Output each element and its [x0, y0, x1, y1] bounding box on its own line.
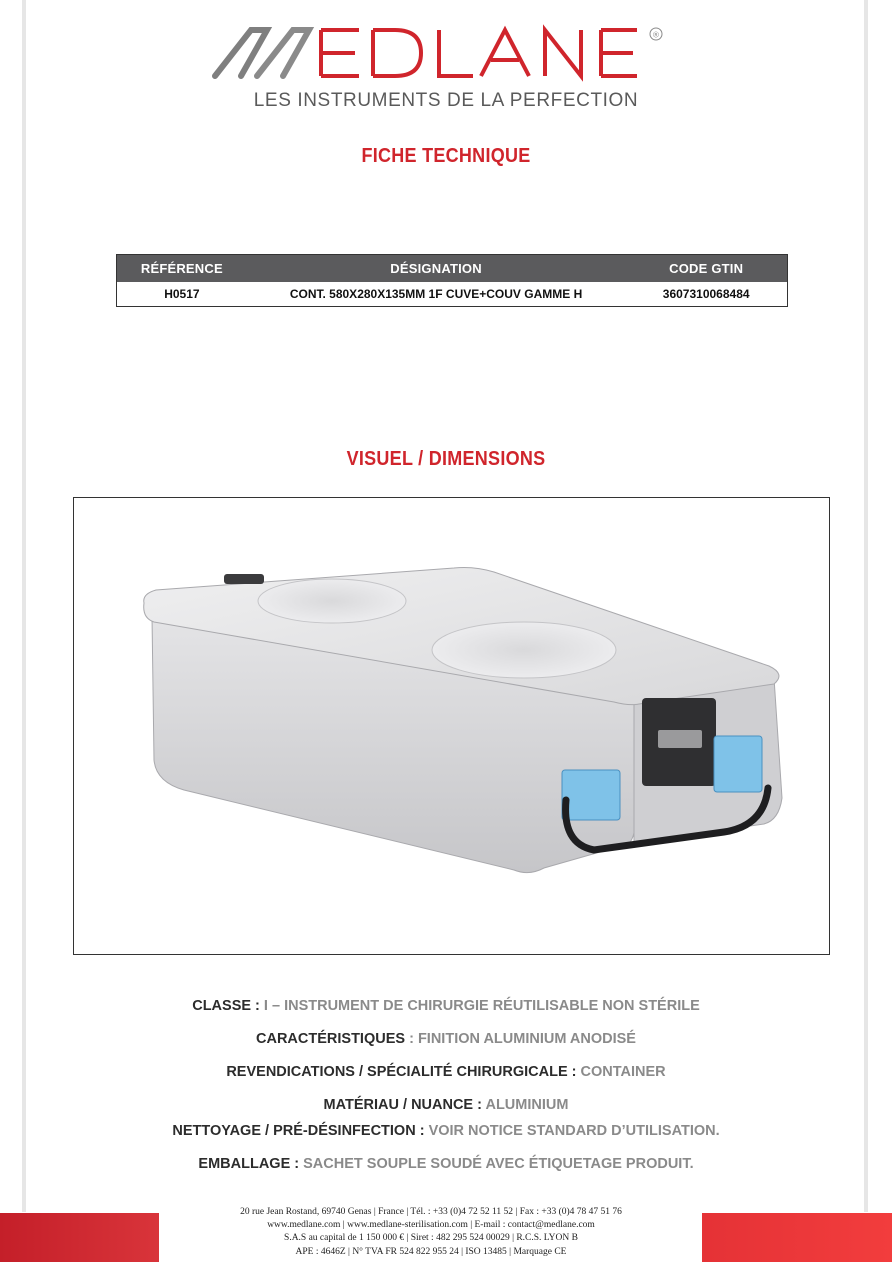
product-reference-table [116, 254, 788, 307]
spec-label: REVENDICATIONS / SPÉCIALITÉ CHIRURGICALE : [226, 1064, 581, 1080]
spec-revendications [0, 1064, 892, 1080]
spec-emballage [0, 1156, 892, 1172]
spec-value: VOIR NOTICE STANDARD D’UTILISATION. [428, 1123, 720, 1139]
header-reference: RÉFÉRENCE [117, 255, 247, 283]
table-header-row [117, 255, 788, 283]
medlane-logo-mark [211, 20, 681, 84]
spec-value: I – INSTRUMENT DE CHIRURGIE RÉUTILISABLE NON STÉRILE [263, 998, 700, 1014]
footer-certifications: APE : 4646Z | N° TVA FR 524 822 955 24 | ISO 13485 | Marquage CE [295, 1246, 567, 1257]
spec-materiau [0, 1097, 892, 1113]
spec-label: MATÉRIAU / NUANCE : [323, 1097, 486, 1113]
table-row [117, 282, 788, 307]
brand-tagline: LES INSTRUMENTS DE LA PERFECTION [253, 90, 639, 111]
cell-reference: H0517 [164, 287, 200, 301]
spec-label: CARACTÉRISTIQUES [256, 1031, 406, 1047]
cell-designation: CONT. 580X280X135MM 1F CUVE+COUV GAMME H [289, 287, 583, 301]
spec-label: CLASSE : [192, 998, 264, 1014]
spec-nettoyage [0, 1123, 892, 1139]
footer-web: www.medlane.com | www.medlane-sterilisation.com | E-mail : contact@medlane.com [267, 1220, 595, 1231]
spec-caracteristiques [0, 1031, 892, 1047]
spec-label: EMBALLAGE : [198, 1156, 304, 1172]
footer-red-bar-right [702, 1213, 892, 1262]
medlane-logo [0, 20, 892, 84]
registered-mark: ® [653, 30, 659, 40]
product-image-frame [73, 497, 830, 955]
footer-red-bar-left [0, 1213, 159, 1262]
header-designation: DÉSIGNATION [247, 255, 626, 283]
footer-legal: S.A.S au capital de 1 150 000 € | Siret : 482 295 524 00029 | R.C.S. LYON B [284, 1233, 578, 1244]
spec-value: SACHET SOUPLE SOUDÉ AVEC ÉTIQUETAGE PRODUIT. [303, 1156, 694, 1172]
fiche-technique-title: FICHE TECHNIQUE [361, 145, 531, 167]
footer-address: 20 rue Jean Rostand, 69740 Genas | France | Tél. : +33 (0)4 72 52 11 52 | Fax : +33 (0)4 78 47 51 76 [240, 1207, 622, 1217]
spec-value: : FINITION ALUMINIUM ANODISÉ [405, 1031, 636, 1047]
footer-company-info [160, 1206, 702, 1259]
spec-value: CONTAINER [580, 1064, 666, 1080]
spec-label: NETTOYAGE / PRÉ-DÉSINFECTION : [172, 1123, 429, 1139]
header-gtin: CODE GTIN [625, 255, 787, 283]
visuel-dimensions-title: VISUEL / DIMENSIONS [346, 448, 546, 470]
container-icon [74, 498, 829, 954]
spec-classe [0, 998, 892, 1014]
cell-gtin: 3607310068484 [662, 287, 750, 301]
spec-value: ALUMINIUM [485, 1097, 569, 1113]
